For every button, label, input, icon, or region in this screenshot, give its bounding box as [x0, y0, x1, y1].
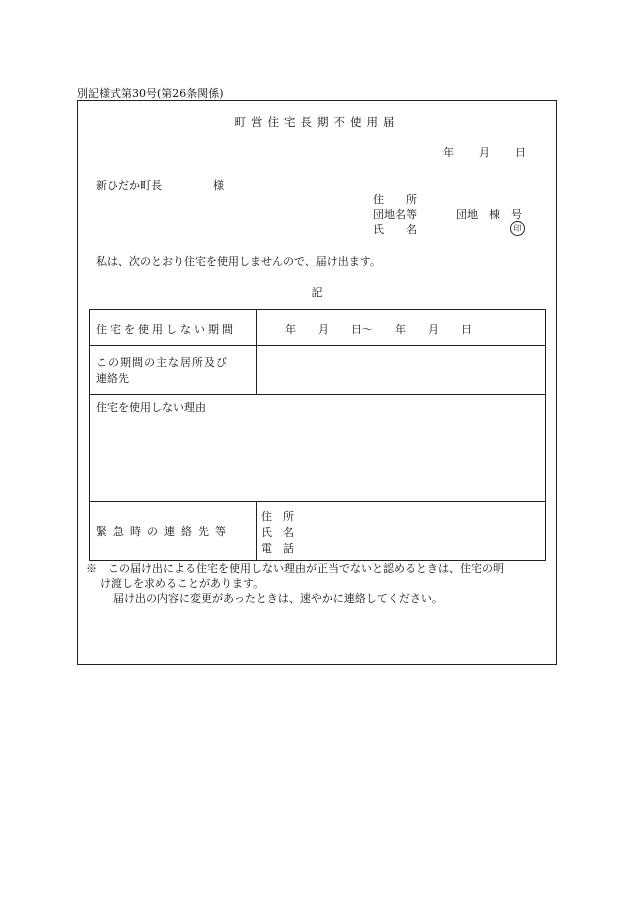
- emergency-name-label: 氏 名: [261, 526, 294, 539]
- table-divider: [90, 501, 545, 502]
- addressee: 新ひだか町長: [96, 179, 162, 192]
- emergency-contact-label: 緊急時の連絡先等: [96, 525, 232, 538]
- details-table: [89, 309, 546, 561]
- ki-heading: 記: [311, 286, 323, 299]
- seal-mark: 印: [510, 221, 525, 236]
- table-divider: [90, 394, 545, 395]
- date-year-label: 年: [443, 146, 454, 159]
- table-divider: [256, 501, 257, 560]
- applicant-complex-fields: 団地 棟 号: [456, 208, 522, 221]
- applicant-address-label: 住 所: [373, 193, 417, 206]
- residence-label: この期間の主な居所及び: [96, 356, 228, 369]
- note-line: 届け出の内容に変更があったときは、速やかに連絡してください。: [113, 592, 443, 605]
- residence-label-continued: 連絡先: [96, 372, 129, 385]
- table-divider: [256, 310, 257, 394]
- emergency-address-label: 住 所: [261, 510, 294, 523]
- date-month-label: 月: [479, 146, 490, 159]
- reason-label: 住宅を使用しない理由: [96, 401, 206, 414]
- applicant-name-label: 氏 名: [373, 223, 417, 236]
- note-line: ※ この届け出による住宅を使用しない理由が正当でないと認めるときは、住宅の明: [86, 562, 504, 575]
- emergency-phone-label: 電 話: [261, 542, 294, 555]
- form-reference: 別記様式第30号(第26条関係): [77, 87, 224, 100]
- honorific: 様: [213, 179, 224, 192]
- period-label: 住宅を使用しない期間: [96, 323, 236, 336]
- applicant-complex-label: 団地名等: [373, 208, 417, 221]
- period-value: 年 月 日～ 年 月 日: [285, 323, 472, 336]
- date-day-label: 日: [515, 146, 526, 159]
- form-title: 町営住宅長期不使用届: [234, 115, 400, 129]
- form-frame: [77, 100, 557, 665]
- note-line: け渡しを求めることがあります。: [100, 577, 265, 590]
- notes: [86, 561, 556, 606]
- table-divider: [90, 345, 545, 346]
- declaration-text: 私は、次のとおり住宅を使用しませんので、届け出ます。: [96, 255, 381, 268]
